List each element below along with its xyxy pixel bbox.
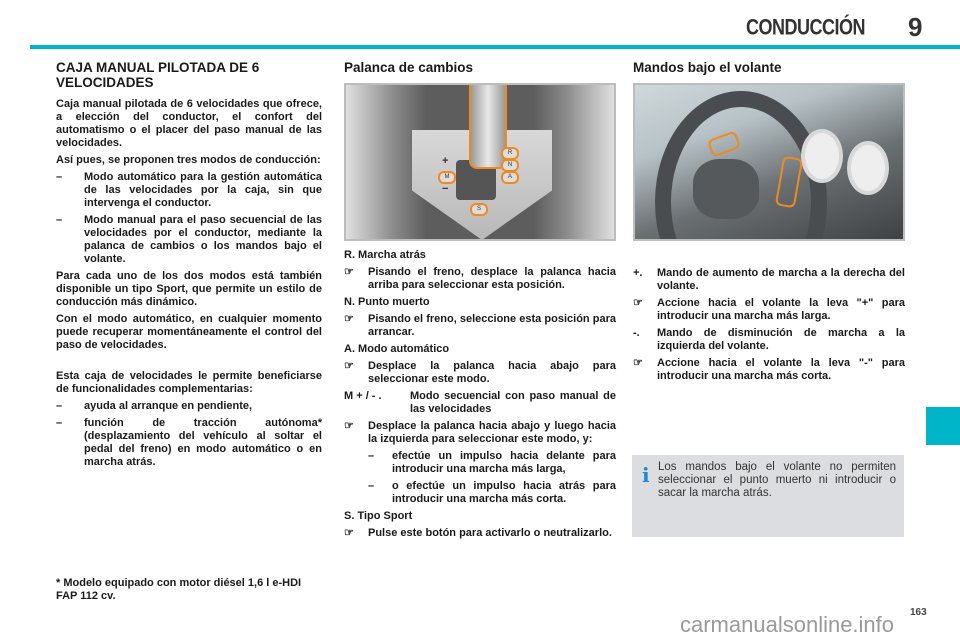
gauge-icon: [847, 141, 889, 195]
pointing-hand-icon: ☞: [344, 266, 354, 278]
chapter-title: CONDUCCIÓN: [746, 14, 865, 40]
minus-label: −: [442, 183, 449, 195]
mode-item-manual: – Modo manual para el paso secuencial de las velocidades por el conductor, mediante la palanca de cambios o los mandos bajo el volante.: [56, 214, 322, 265]
dash-bullet: –: [56, 400, 63, 412]
feature-item: – ayuda al arranque en pendiente,: [56, 400, 253, 412]
section-title: Palanca de cambios: [344, 60, 474, 75]
pointing-hand-icon: ☞: [633, 297, 643, 309]
instruction-step: ☞ Desplace la palanca hacia abajo para seleccionar este modo.: [344, 360, 616, 385]
item-label-automatic: A. Modo automático: [344, 343, 450, 355]
pointing-hand-icon: ☞: [344, 527, 354, 539]
pointing-hand-icon: ☞: [344, 313, 354, 325]
control-item: +. Mando de aumento de marcha a la derecha del volante.: [633, 267, 905, 292]
auto-paragraph: Con el modo automático, en cualquier momento puede recuperar momentáneamente el control del paso de velocidades.: [56, 313, 322, 351]
control-item: ☞ Accione hacia el volante la leva "+" para introducir una marcha más larga.: [633, 297, 905, 322]
section-title: Mandos bajo el volante: [633, 60, 782, 75]
intro-paragraph: Caja manual pilotada de 6 velocidades que ofrece, a elección del conductor, el confort del automatismo o el placer del paso manual de las velocidades.: [56, 98, 322, 149]
middle-column: [344, 60, 616, 544]
item-label-manual: M + / - . Modo secuencial con paso manual de las velocidades: [344, 390, 616, 415]
watermark-text: carmanualsonline.info: [680, 612, 895, 637]
chapter-number: 9: [908, 12, 923, 42]
item-label-reverse: R. Marcha atrás: [344, 249, 426, 261]
mode-item-automatic: – Modo automático para la gestión automática de las velocidades por la caja, sin que intervenga el conductor.: [56, 171, 322, 209]
steering-wheel-hub: [693, 159, 759, 219]
pointing-hand-icon: ☞: [344, 420, 354, 432]
position-n-marker: N: [501, 159, 519, 172]
info-text: Los mandos bajo el volante no permiten seleccionar el punto muerto ni introducir o sacar la marcha atrás.: [658, 461, 896, 499]
modes-intro: Así pues, se proponen tres modos de conducción:: [56, 154, 321, 166]
chapter-tab-marker: [926, 407, 960, 445]
control-item: -. Mando de disminución de marcha a la izquierda del volante.: [633, 327, 905, 352]
sub-instruction: – efectúe un impulso hacia delante para introducir una marcha más larga,: [368, 450, 616, 475]
feature-item: – función de tracción autónoma* (desplazamiento del vehículo al soltar el pedal del freno) en modo automático o en marcha atrás.: [56, 417, 322, 468]
item-label-sport: S. Tipo Sport: [344, 510, 413, 522]
plus-label: +: [442, 155, 449, 167]
dash-bullet: –: [56, 417, 63, 429]
instruction-step: ☞ Pulse este botón para activarlo o neutralizarlo.: [344, 527, 612, 539]
dash-bullet: –: [368, 480, 375, 492]
features-intro: Esta caja de velocidades le permite beneficiarse de funcionalidades complementarias:: [56, 370, 322, 395]
instruction-step: ☞ Desplace la palanca hacia abajo y luego hacia la izquierda para seleccionar este modo, y:: [344, 420, 616, 445]
control-item: ☞ Accione hacia el volante la leva "-" para introducir una marcha más corta.: [633, 357, 905, 382]
footnote: * Modelo equipado con motor diésel 1,6 l e-HDI FAP 112 cv.: [56, 577, 302, 602]
sport-paragraph: Para cada uno de los dos modos está también disponible un tipo Sport, que permite un estilo de conducción más dinámico.: [56, 270, 322, 308]
instruction-step: ☞ Pisando el freno, seleccione esta posición para arrancar.: [344, 313, 616, 338]
steering-wheel-illustration: [633, 83, 905, 241]
sport-button-marker: S: [470, 203, 488, 216]
sub-instruction: – o efectúe un impulso hacia atrás para introducir una marcha más corta.: [368, 480, 616, 505]
position-r-marker: R: [501, 147, 519, 160]
pointing-hand-icon: ☞: [633, 357, 643, 369]
section-title: CAJA MANUAL PILOTADA DE 6 VELOCIDADES: [56, 60, 260, 90]
gauge-icon: [801, 129, 843, 183]
info-icon: i: [642, 463, 650, 487]
dash-bullet: –: [368, 450, 375, 462]
header-divider: [30, 45, 960, 49]
page-number: 163: [910, 607, 927, 618]
pointing-hand-icon: ☞: [344, 360, 354, 372]
dash-bullet: –: [56, 214, 63, 226]
info-box: [632, 455, 904, 537]
item-label-neutral: N. Punto muerto: [344, 296, 430, 308]
gear-lever-illustration: [344, 83, 616, 241]
instruction-step: ☞ Pisando el freno, desplace la palanca hacia arriba para seleccionar esta posición.: [344, 266, 616, 291]
dash-bullet: –: [56, 171, 63, 183]
position-m-marker: M: [438, 171, 456, 184]
right-column: [633, 60, 905, 387]
position-a-marker: A: [501, 171, 519, 184]
left-column: [56, 60, 322, 473]
